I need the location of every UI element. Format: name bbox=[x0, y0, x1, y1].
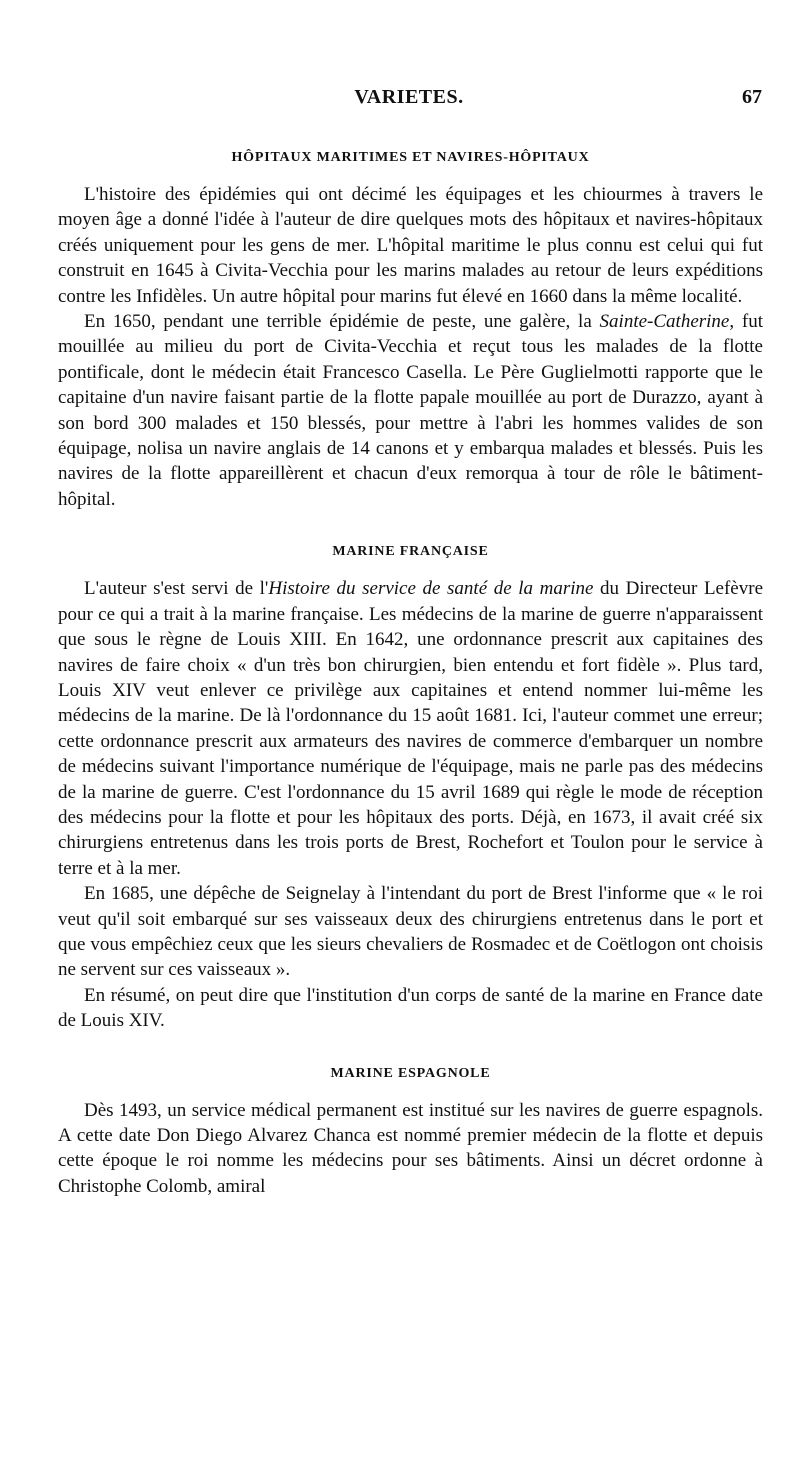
text-run: En 1685, une dépêche de Seignelay à l'intendant du port de Brest l'informe que « le roi veut qu'il soit embarqué sur ses vaisseaux deux des chirurgiens entretenus dans le port et que vous empêchiez ceux que les sieurs chevaliers de Rosmadec et de Coëtlogon ont choisis ne servent sur ces vaisseaux ». bbox=[58, 883, 763, 981]
page-number: 67 bbox=[742, 86, 762, 108]
text-run: du Directeur Lefèvre pour ce qui a trait à la marine française. Les médecins de la marine de guerre n'apparaissent que sous le règne de Louis XIII. En 1642, une ordonnance prescrit aux capitaines des navires de faire choix « d'un très bon chirurgien, bien entendu et fort fidèle ». Plus tard, Louis XIV veut enlever ce privilège aux capitaines et entend nommer lui-même les médecins de la marine. De là l'ordonnance du 15 août 1681. Ici, l'auteur commet une erreur; cette ordonnance prescrit aux armateurs des navires de commerce d'embarquer un nombre de médecins suivant l'importance numérique de l'équipage, mais ne parle pas des médecins de la marine de guerre. C'est l'ordonnance du 15 avril 1689 qui règle le mode de réception des médecins pour la flotte et pour les hôpitaux des ports. Déjà, en 1673, il avait créé six chirurgiens entretenus dans les trois ports de Brest, Rochefort et Toulon pour le service à terre et à la mer. bbox=[58, 578, 763, 879]
section-heading-marine-francaise: MARINE FRANÇAISE bbox=[332, 544, 489, 560]
text-run: L'auteur s'est servi de l' bbox=[84, 578, 269, 600]
paragraph bbox=[58, 881, 763, 983]
article-body bbox=[58, 148, 763, 1199]
paragraph bbox=[58, 182, 763, 309]
text-run: Dès 1493, un service médical permanent est institué sur les navires de guerre espagnols. A cette date Don Diego Alvarez Chanca est nommé premier médecin de la flotte et depuis cette époque le roi nomme les médecins pour ses bâtiments. Ainsi un décret ordonne à Christophe Colomb, amiral bbox=[58, 1099, 763, 1197]
section-heading-hopitaux: HÔPITAUX MARITIMES ET NAVIRES-HÔPITAUX bbox=[231, 150, 590, 165]
paragraph bbox=[58, 309, 763, 512]
text-run: En 1650, pendant une terrible épidémie de peste, une galère, la bbox=[84, 311, 600, 333]
paragraph bbox=[58, 576, 763, 881]
section-heading-marine-espagnole: MARINE ESPAGNOLE bbox=[330, 1065, 491, 1081]
text-run: En résumé, on peut dire que l'institution d'un corps de santé de la marine en France date de Louis XIV. bbox=[58, 984, 763, 1032]
running-title: VARIETES. bbox=[354, 86, 464, 108]
paragraph bbox=[58, 1098, 763, 1200]
running-header bbox=[56, 86, 762, 110]
italic-title: Sainte-Catherine bbox=[599, 311, 730, 333]
paragraph bbox=[58, 983, 763, 1034]
text-run: , fut mouillée au milieu du port de Civita-Vecchia et reçut tous les malades de la flotte pontificale, dont le médecin était Francesco Casella. Le Père Guglielmotti rapporte que le capitaine d'un navire faisant partie de la flotte papale mouillée au port de Durazzo, ayant à son bord 300 malades et 150 blessés, pour mettre à l'abri les hommes valides de son équipage, nolisa un navire anglais de 14 canons et y embarqua malades et blessés. Puis les navires de la flotte appareillèrent et chacun d'eux remorqua à tour de rôle le bâtiment-hôpital. bbox=[58, 311, 763, 510]
text-run: L'histoire des épidémies qui ont décimé les équipages et les chiourmes à travers le moyen âge a donné l'idée à l'auteur de dire quelques mots des hôpitaux et navires-hôpitaux créés uniquement pour les gens de mer. L'hôpital maritime le plus connu est celui qui fut construit en 1645 à Civita-Vecchia pour les marins malades au retour de leurs expéditions contre les Infidèles. Un autre hôpital pour marins fut élevé en 1660 dans la même localité. bbox=[58, 184, 763, 307]
italic-title: Histoire du service de santé de la marine bbox=[268, 578, 594, 600]
